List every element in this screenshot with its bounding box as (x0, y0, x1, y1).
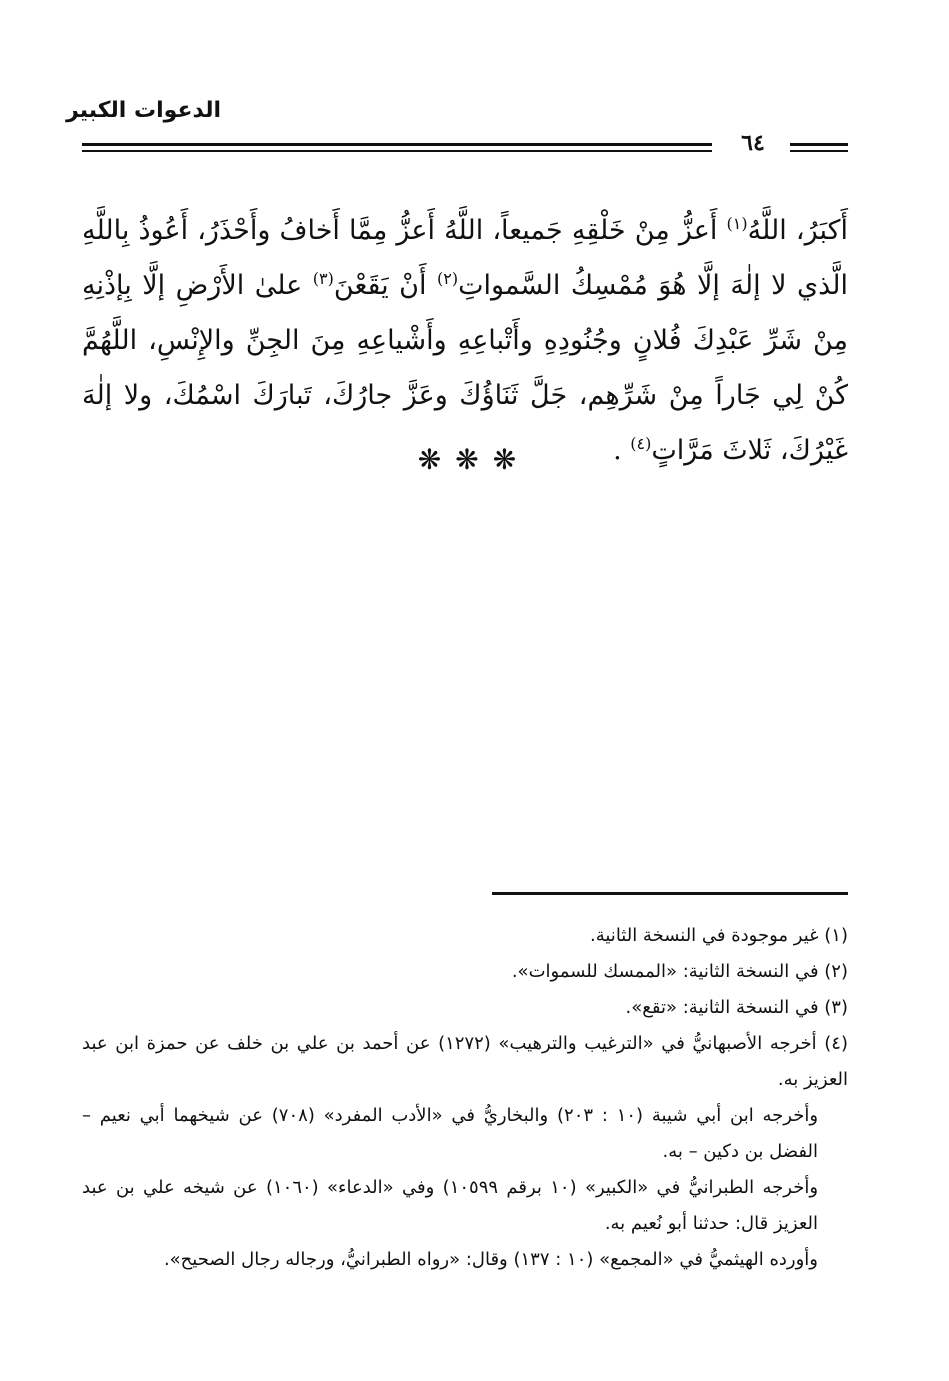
main-text-part-3: أَنْ يَقَعْنَ (333, 270, 437, 301)
page-number: ٦٤ (741, 130, 765, 156)
header-rule-left-bottom (82, 150, 712, 152)
footnote-4-continuation-3: وأورده الهيثميُّ في «المجمع» (١٠ : ١٣٧) وقال: «رواه الطبرانيُّ، ورجاله رجال الصحيح». (163, 1249, 818, 1270)
footnotes-block (82, 918, 848, 1278)
main-text-part-2: أَعزُّ مِنْ خَلْقِهِ جَميعاً، اللَّهُ أَعزُّ مِمَّا أَخافُ وأَحْذَرُ، أَعُوذُ بِاللَّهِ الَّذي لا إلٰهَ إلَّا هُوَ مُمْسِكُ السَّمواتِ (82, 215, 849, 301)
header-rule-right-top (790, 143, 848, 146)
main-text-part-4: علىٰ الأَرْضِ إلَّا بِإذْنِهِ مِنْ شَرِّ عَبْدِكَ فُلانٍ وجُنُودِهِ وأَتْباعِهِ وأَشْياعِهِ مِنَ الجِنِّ والإِنْسِ، اللَّهُمَّ كُنْ لِي جَاراً مِنْ شَرِّهِم، جَلَّ ثَنَاؤُكَ وعَزَّ جارُكَ، تَبارَكَ اسْمُكَ، ولا إلٰهَ غَيْرُكَ، ثَلاثَ مَرَّاتٍ (82, 270, 848, 466)
footnote-2: (٢) في النسخة الثانية: «الممسك للسموات». (511, 961, 848, 982)
running-head-title: الدعوات الكبير (66, 98, 221, 123)
footnote-ref-1: (١) (726, 214, 748, 233)
main-text-part-1: أَكبَرُ، اللَّهُ (747, 215, 849, 246)
footnote-ref-3: (٣) (312, 269, 334, 288)
main-paragraph (82, 203, 848, 478)
footnote-ref-2: (٢) (436, 269, 459, 288)
footnote-ref-4: (٤) (630, 434, 652, 453)
footnote-3: (٣) في النسخة الثانية: «تقع». (625, 997, 848, 1018)
footnote-4: (٤) أخرجه الأصبهانيُّ في «الترغيب والترهيب» (١٢٧٢) عن أحمد بن علي بن خلف عن حمزة ابن عبد العزيز به. (82, 1033, 848, 1090)
footnote-4-continuation-2: وأخرجه الطبرانيُّ في «الكبير» (١٠ برقم ١٠٥٩٩) وفي «الدعاء» (١٠٦٠) عن شيخه علي بن عبد العزيز قال: حدثنا أبو نُعيم به. (82, 1177, 819, 1234)
footnote-4-continuation-1: وأخرجه ابن أبي شيبة (١٠ : ٢٠٣) والبخاريُّ في «الأدب المفرد» (٧٠٨) عن شيخهما أبي نعيم – الفضل بن دكين – به. (82, 1105, 819, 1162)
header-rule-right-bottom (790, 150, 848, 152)
footnote-separator (492, 892, 848, 895)
footnote-1: (١) غير موجودة في النسخة الثانية. (590, 925, 848, 946)
main-text-part-5: . (613, 435, 631, 466)
section-divider-stars: ❋❋❋ (417, 443, 531, 476)
header-rule-left-top (82, 143, 712, 146)
